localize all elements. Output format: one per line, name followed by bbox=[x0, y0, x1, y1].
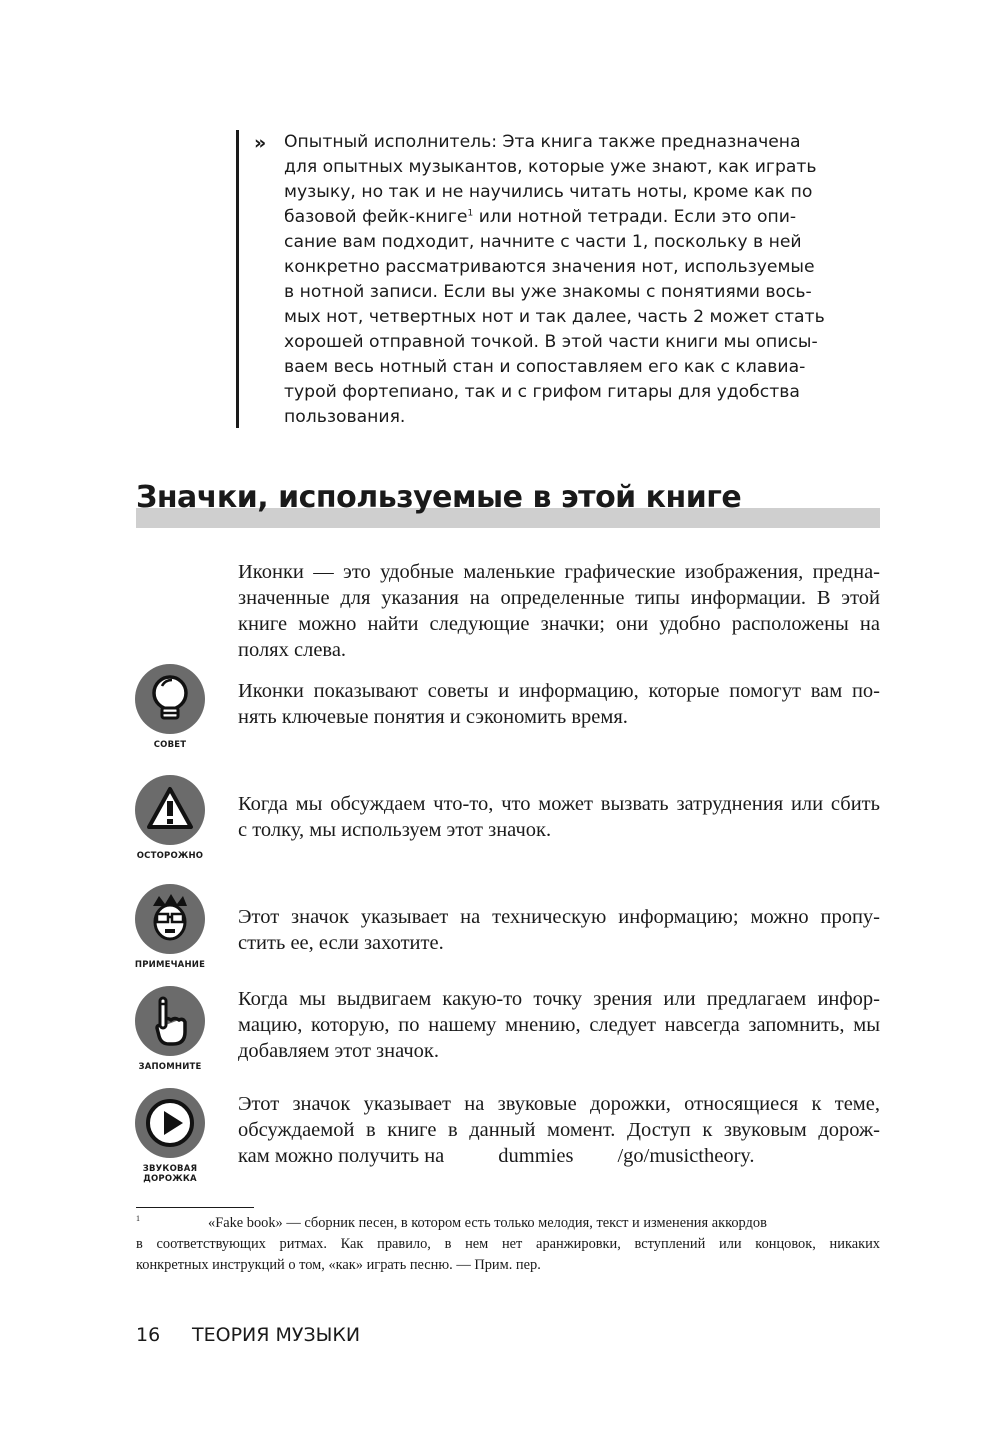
bullet-line: ваем весь нотный стан и сопоставляем его как с клавиа- bbox=[284, 357, 806, 377]
technical-icon-block bbox=[128, 884, 212, 970]
bullet-marker: » bbox=[254, 132, 264, 154]
tip-line: нять ключевые понятия и сэкономить время. bbox=[238, 706, 628, 728]
footnote-line: в соответствующих ритмах. Как правило, в нем нет аранжировки, вступлений или концовок, никаких bbox=[136, 1236, 880, 1252]
tip-text bbox=[238, 678, 880, 730]
bullet-line-part: базовой фейк-книге bbox=[284, 207, 468, 227]
intro-line: значенные для указания на определенные типы информации. В этой bbox=[238, 587, 880, 609]
technical-text bbox=[238, 904, 880, 956]
tip-icon-block bbox=[128, 664, 212, 750]
bullet-rule bbox=[236, 130, 239, 428]
icon-label: ЗАПОМНИТЕ bbox=[138, 1062, 202, 1072]
audio-link-prefix: кам можно получить на bbox=[238, 1145, 445, 1167]
bullet-line-part: или нотной тетради. Если это опи- bbox=[478, 207, 797, 227]
bullet-line: конкретно рассматриваются значения нот, используемые bbox=[284, 257, 815, 277]
audio-line bbox=[238, 1143, 880, 1169]
bullet-line: музыку, но так и не научились читать ноты, кроме как по bbox=[284, 182, 813, 202]
bullet-line: пользования. bbox=[284, 407, 406, 427]
icon-label: СОВЕТ bbox=[153, 740, 187, 750]
footnote-rule bbox=[136, 1207, 254, 1208]
audio-line: Этот значок указывает на звуковые дорожки, относящиеся к теме, bbox=[238, 1093, 880, 1115]
warning-icon bbox=[135, 775, 205, 845]
intro-line: полях слева. bbox=[238, 639, 347, 661]
bullet-line: мых нот, четвертных нот и так далее, часть 2 может стать bbox=[284, 307, 825, 327]
bullet-line: Опытный исполнитель: Эта книга также предназначена bbox=[284, 132, 801, 152]
bullet-line bbox=[284, 205, 839, 230]
icon-label: ОСТОРОЖНО bbox=[136, 851, 204, 861]
warning-line: Когда мы обсуждаем что-то, что может вызвать затруднения или сбить bbox=[238, 793, 880, 815]
icon-label-line: ЗВУКОВАЯ bbox=[142, 1164, 198, 1174]
bullet-line: турой фортепиано, так и с грифом гитары для удобства bbox=[284, 382, 800, 402]
icon-label bbox=[128, 1164, 212, 1184]
footnote-ref[interactable]: 1 bbox=[467, 208, 474, 219]
book-title: ТЕОРИЯ МУЗЫКИ bbox=[192, 1324, 361, 1346]
icon-label: ПРИМЕЧАНИЕ bbox=[134, 960, 206, 970]
intro-paragraph bbox=[238, 559, 880, 663]
page-number: 16 bbox=[136, 1324, 161, 1346]
remember-line: мацию, которую, по нашему мнению, следует навсегда запомнить, мы bbox=[238, 1014, 880, 1036]
bullet-line: для опытных музыкантов, которые уже знают, как играть bbox=[284, 157, 817, 177]
icon-label-line: ДОРОЖКА bbox=[143, 1174, 197, 1184]
finger-string-icon bbox=[135, 986, 205, 1056]
audio-link-domain[interactable]: dummies bbox=[498, 1145, 574, 1167]
tip-line: Иконки показывают советы и информацию, которые помогут вам по- bbox=[238, 680, 880, 702]
audio-line: обсуждаемой в книге в данный момент. Доступ к звуковым дорож- bbox=[238, 1119, 880, 1141]
bullet-text bbox=[284, 130, 839, 430]
remember-text bbox=[238, 986, 880, 1064]
footnote-text: «Fake book» — сборник песен, в котором есть только мелодия, текст и изменения аккордов bbox=[208, 1215, 767, 1231]
bullet-line: в нотной записи. Если вы уже знакомы с понятиями вось- bbox=[284, 282, 812, 302]
remember-line: добавляем этот значок. bbox=[238, 1040, 440, 1062]
remember-icon-block bbox=[128, 986, 212, 1072]
warning-text bbox=[238, 791, 880, 843]
lightbulb-icon bbox=[135, 664, 205, 734]
warning-icon-block bbox=[128, 775, 212, 861]
page-footer bbox=[136, 1322, 360, 1348]
footnote bbox=[136, 1213, 880, 1276]
play-icon bbox=[135, 1088, 205, 1158]
bullet-line: хорошей отправной точкой. В этой части книги мы описы- bbox=[284, 332, 818, 352]
intro-line: книге можно найти следующие значки; они удобно расположены на bbox=[238, 613, 880, 635]
bullet-line: сание вам подходит, начните с части 1, поскольку в ней bbox=[284, 232, 802, 252]
footnote-line: 1 «Fake book» — сборник песен, в котором есть только мелодия, текст и изменения аккордов bbox=[136, 1214, 767, 1231]
technical-line: стить ее, если захотите. bbox=[238, 932, 444, 954]
technical-line: Этот значок указывает на техническую информацию; можно пропу- bbox=[238, 906, 880, 928]
heading-title: Значки, используемые в этой книге bbox=[136, 480, 742, 515]
bullet-block bbox=[236, 130, 836, 430]
audio-link-path[interactable]: /go/musictheory. bbox=[617, 1145, 755, 1167]
warning-line: с толку, мы используем этот значок. bbox=[238, 819, 552, 841]
nerd-face-icon bbox=[135, 884, 205, 954]
remember-line: Когда мы выдвигаем какую-то точку зрения или предлагаем инфор- bbox=[238, 988, 880, 1010]
audio-text bbox=[238, 1091, 880, 1169]
audio-icon-block bbox=[128, 1088, 212, 1184]
footnote-line: конкретных инструкций о том, «как» играть песню. — Прим. пер. bbox=[136, 1257, 541, 1273]
intro-line: Иконки — это удобные маленькие графические изображения, предна- bbox=[238, 561, 880, 583]
